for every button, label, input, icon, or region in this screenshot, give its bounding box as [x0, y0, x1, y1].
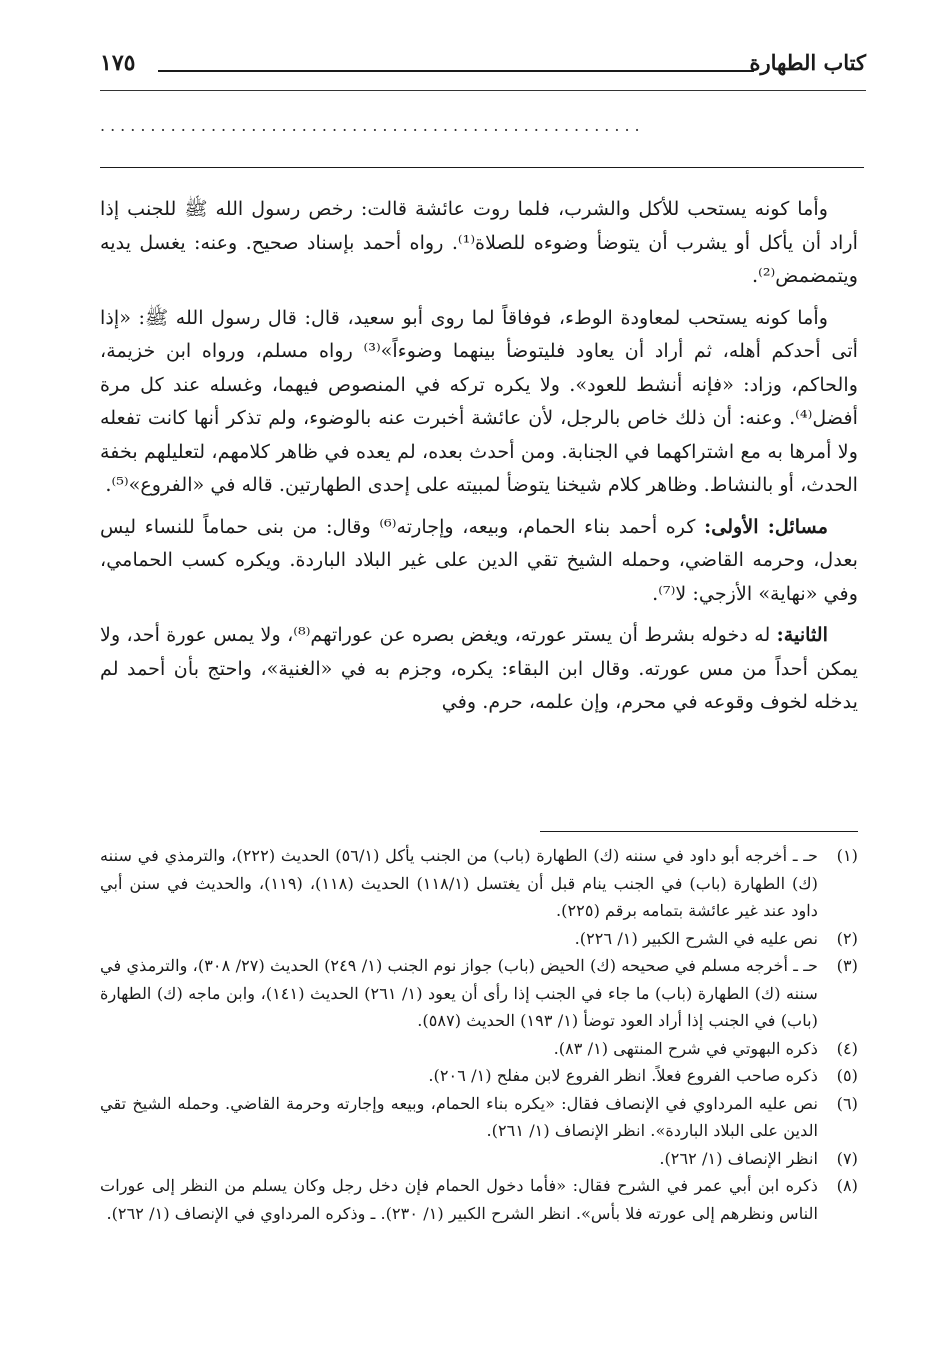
footnote-text: نص عليه المرداوي في الإنصاف فقال: «يكره بناء الحمام، وبيعه وإجارته وحرمة القاضي. وحمله الشيخ تقي الدين على البلاد الباردة». انظر الإنصاف (١/ ٢٦١). [100, 1093, 818, 1140]
footnote-text: ذكره ابن أبي عمر في الشرح فقال: «فأما دخول الحمام فإن دخل رجل وكان يسلم من النظر إلى عورات الناس ونظرهم إلى عورته فلا بأس». انظر الشرح الكبير (١/ ٢٣٠). ـ وذكره المرداوي في الإنصاف (١/ ٢٦٢). [100, 1176, 818, 1223]
paragraph-text: وأما كونه يستحب للأكل والشرب، فلما روت عائشة قالت: رخص رسول الله ﷺ للجنب إذا أراد أن يأكل أو يشرب أن يتوضأ وضوءه للصلاة⁽¹⁾. رواه أحمد بإسناد صحيح. وعنه: يغسل يديه ويتمضمض⁽²⁾. [100, 197, 858, 287]
footnote-number: (٣) [836, 956, 858, 975]
footnote-number: (٧) [836, 1148, 858, 1168]
footnote-text: ذكره البهوتي في شرح المنتهى (١/ ٨٣). [553, 1038, 818, 1058]
main-text [100, 192, 858, 727]
footnote-text: حـ ـ أخرجه أبو داود في سننه (ك) الطهارة (باب) من الجنب يأكل (٥٦/١) الحديث (٢٢٢)، والترمذي في سننه (ك) الطهارة (باب) في الجنب ينام قبل أن يغتسل (١١٨/١) الحديث (١١٨)، (١١٩)، والحديث في سنن أبي داود عند غير عائشة بتمامه برقم (٢٢٥). [100, 846, 818, 920]
footnote [100, 842, 858, 925]
paragraph-text: وأما كونه يستحب لمعاودة الوطء، فوفاقاً لما روى أبو سعيد، قال: قال رسول الله ﷺ: «إذا أتى أحدكم أهله، ثم أراد أن يعاود فليتوضأ بينهما وضوءاً»⁽³⁾ رواه مسلم، ورواه ابن خزيمة، والحاكم، وزاد: «فإنه أنشط للعود». ولا يكره تركه في المنصوص فيهما، وغسله عند كل مرة أفضل⁽⁴⁾. وعنه: أن ذلك خاص بالرجل، لأن عائشة أخبرت عنه بالوضوء، ولم تذكر أنها كانت تفعله ولا أمرها به مع اشتراكهما في الجنابة. ومن أحدث بعده، لم يعده في ظاهر كلامهم، لتعليلهم بخفة الحدث، أو بالنشاط. وظاهر كلام شيخنا يتوضأ لمبيته على إحدى الطهارتين. قاله في «الفروع»⁽⁵⁾. [100, 305, 859, 496]
paragraph-text: له دخوله بشرط أن يستر عورته، ويغض بصره عن عوراتهم⁽⁸⁾، ولا يمس عورة أحد، ولا يمكن أحداً من مس عورته. وقال ابن البقاء: يكره، وجزم به في «الغنية»، واحتج بأن أحمد لم يدخله لخوف وقوعه في محرم، وإن علمه، حرم. وفي [100, 623, 858, 713]
footnote-number: (١) [836, 846, 858, 865]
paragraph-lead: مسائل: الأولى: [704, 514, 828, 538]
footnote-text: نص عليه في الشرح الكبير (١/ ٢٢٦). [574, 928, 818, 948]
footnote-number: (٢) [836, 928, 858, 948]
running-header [100, 50, 866, 86]
paragraph [100, 301, 858, 502]
footnote [100, 1172, 858, 1227]
paragraph [100, 192, 858, 293]
header-rule [158, 70, 754, 72]
footnote [100, 1062, 858, 1090]
paragraph [100, 510, 858, 611]
paragraph [100, 618, 858, 719]
footnote-number: (٨) [836, 1176, 858, 1195]
footnote [100, 925, 858, 953]
footnote-text: حـ ـ أخرجه مسلم في صحيحه (ك) الحيض (باب) جواز نوم الجنب (١/ ٢٤٩) الحديث (٢٧/ ٣٠٨)، والترمذي في سننه (ك) الطهارة (باب) ما جاء في الجنب إذا رأى أن يعود (١/ ٢٦١) الحديث (١٤١)، وابن ماجه (ك) الطهارة (باب) في الجنب إذا أراد العود توضأ (١/ ١٩٣) الحديث (٥٨٧). [100, 956, 818, 1030]
dotted-separator: ...................................................... [100, 116, 645, 135]
page-number: ١٧٥ [100, 50, 136, 76]
footnotes [100, 842, 858, 1227]
running-title: كتاب الطهارة [749, 50, 866, 75]
footnote [100, 1090, 858, 1145]
paragraph-text: كره أحمد بناء الحمام، وبيعه، وإجارته⁽⁶⁾ وقال: من بنى حماماً للنساء ليس بعدل، وحرمه القاضي، وحمله الشيخ تقي الدين على غير البلاد الباردة. ويكره كسب الحمامي، وفي «نهاية» الأزجي: لا⁽⁷⁾. [100, 514, 858, 605]
footnote [100, 1145, 858, 1173]
paragraph-lead: الثانية: [776, 623, 828, 646]
footnote-rule [540, 831, 858, 832]
footnote-number: (٦) [836, 1093, 858, 1113]
header-underline [100, 90, 866, 91]
footnote [100, 1035, 858, 1063]
footnote-text: ذكره صاحب الفروع فعلاً. انظر الفروع لابن مفلح (١/ ٢٠٦). [428, 1066, 818, 1085]
footnote-number: (٥) [836, 1066, 858, 1085]
footnote-text: انظر الإنصاف (١/ ٢٦٢). [659, 1148, 818, 1168]
section-rule [100, 167, 864, 168]
footnote-number: (٤) [836, 1038, 858, 1058]
footnote [100, 952, 858, 1035]
